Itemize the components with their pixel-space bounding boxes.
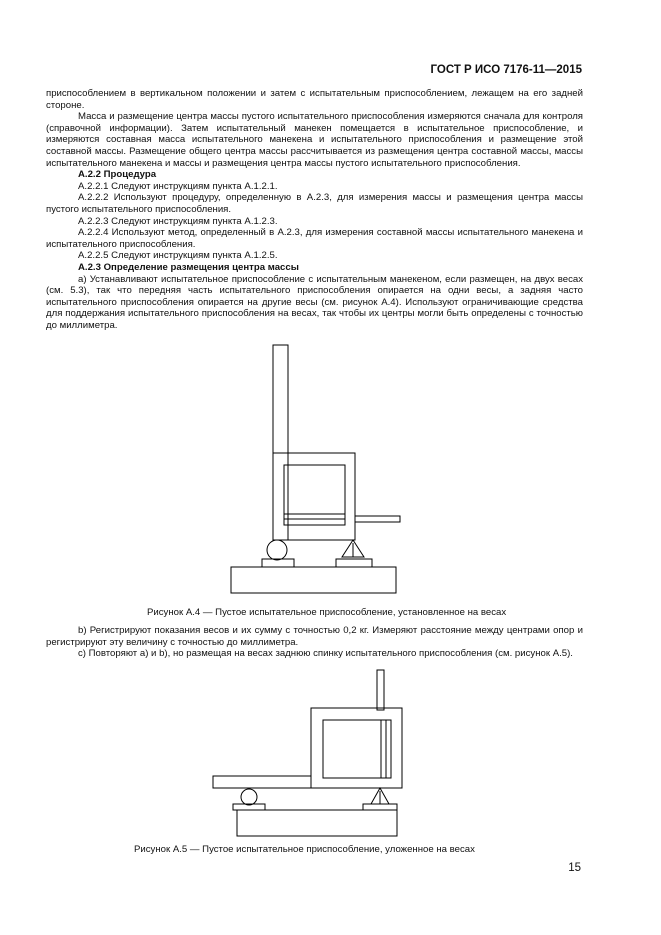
figure-a4-caption: Рисунок А.4 — Пустое испытательное приспособление, установленное на весах — [147, 607, 507, 618]
paragraph: приспособлением в вертикальном положении и затем с испытательным приспособлением, лежащем на его задней стороне. — [46, 88, 583, 111]
paragraph: Масса и размещение центра массы пустого испытательного приспособления измеряются сначала для контроля (справочной информации). Затем испытательный манекен помещается в испытательное приспособление, и измеряются составная масса испытательного манекена и испытательного приспособления и размещение этой составной массы. Размещение общего центра массы рассчитывается из размещения центра составной массы, массы испытательного манекена и массы и размещения центра массы пустого испытательного приспособления. — [46, 111, 583, 169]
fixture-footrest — [355, 516, 400, 522]
fixture-backrest — [273, 345, 288, 540]
document-header: ГОСТ Р ИСО 7176-11—2015 — [430, 64, 582, 76]
figure-a5-caption: Рисунок А.5 — Пустое испытательное приспособление, уложенное на весах — [134, 844, 475, 855]
section-heading: А.2.3 Определение размещения центра массы — [78, 261, 299, 273]
paragraph: А.2.2.5 Следуют инструкциям пункта А.1.2.5. — [78, 250, 278, 262]
paragraph: А.2.2.4 Используют метод, определенный в А.2.3, для измерения составной массы испытательного манекена и испытательного приспособления. — [46, 227, 583, 250]
paragraph: А.2.2.1 Следуют инструкциям пункта А.1.2.1. — [78, 180, 278, 192]
fixture-backrest — [213, 776, 311, 788]
figure-a4-drawing — [220, 338, 420, 598]
fixture-inner-box — [284, 465, 345, 525]
paragraph: А.2.2.3 Следуют инструкциям пункта А.1.2.3. — [78, 215, 278, 227]
fixture-seat-frame — [273, 453, 355, 540]
paragraph: с) Повторяют а) и b), но размещая на весах заднюю спинку испытательного приспособления (см. рисунок А.5). — [78, 648, 573, 660]
figure-a5-drawing — [205, 668, 415, 838]
paragraph: b) Регистрируют показания весов и их сумму с точностью 0,2 кг. Измеряют расстояние между центрами опор и регистрируют эту величину с точностью до миллиметра. — [46, 625, 583, 648]
section-heading: А.2.2 Процедура — [78, 169, 157, 181]
body-text-middle — [46, 625, 583, 660]
fixture-post — [377, 670, 384, 710]
scale-base — [237, 810, 397, 836]
scale-pad-front — [336, 559, 372, 567]
scale-pad-front — [363, 804, 397, 810]
paragraph: А.2.2.2 Используют процедуру, определенную в А.2.3, для измерения массы и размещения центра массы пустого испытательного приспособления. — [46, 192, 583, 215]
paragraph: а) Устанавливают испытательное приспособление с испытательным манекеном, если размещен, на двух весах (см. 5.3), так что передняя часть испытательного приспособления опирается на одни весы, а задняя часто испытательного приспособления опирается на другие весы (см. рисунок А.4). Используют ограничивающие средства для поддержания испытательного приспособления на весах, так чтобы их центры могли быть определены с точностью до миллиметра. — [46, 273, 583, 331]
roller-support — [267, 540, 287, 560]
scale-base — [231, 567, 396, 593]
roller-support — [241, 789, 257, 805]
page-number: 15 — [568, 862, 581, 874]
body-text-top — [46, 88, 583, 331]
